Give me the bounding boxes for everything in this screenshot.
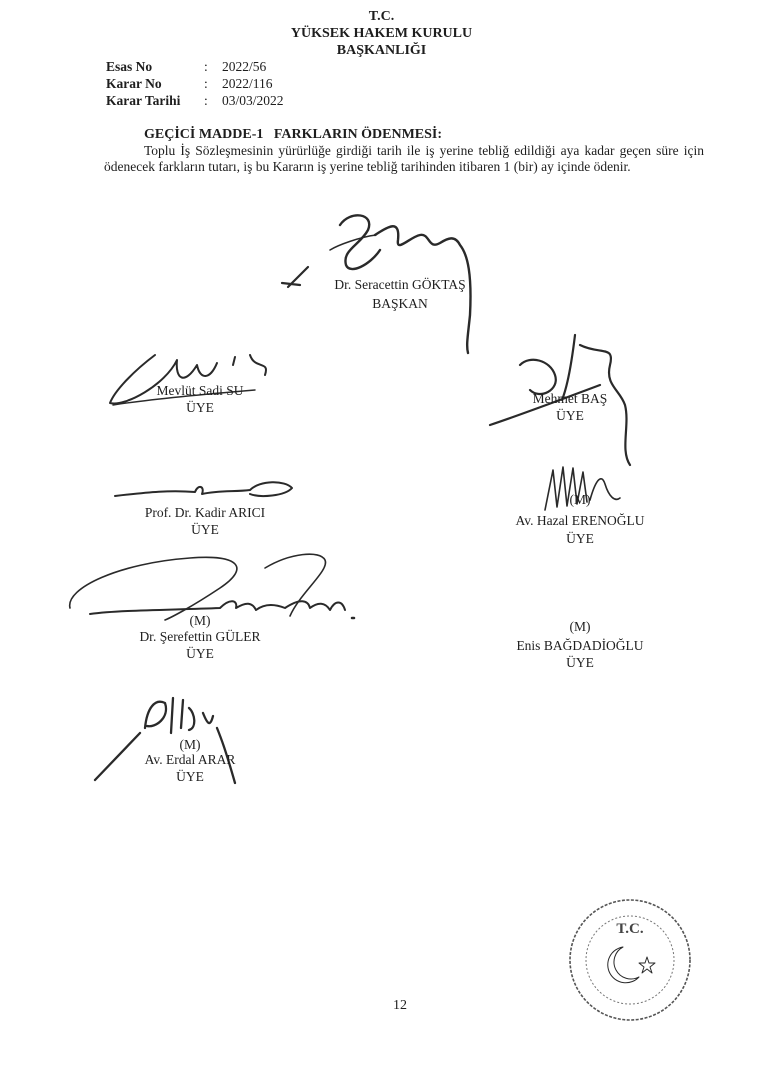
meta-row-esas	[106, 59, 366, 75]
signature-erenoglu	[535, 462, 625, 517]
role-bagdadioglu: ÜYE	[566, 655, 594, 670]
meta-value: 2022/56	[222, 59, 267, 74]
name-arar: Av. Erdal ARAR	[144, 752, 236, 767]
name-su: Mevlüt Sadi SU	[156, 383, 244, 398]
mark-bagdadioglu: (M)	[569, 619, 591, 634]
seal-top-text: T.C.	[616, 921, 644, 937]
role-guler: ÜYE	[186, 646, 214, 661]
meta-sep: :	[204, 76, 208, 91]
header-tc: T.C.	[368, 9, 395, 24]
name-bas: Mehmet BAŞ	[532, 391, 608, 406]
role-su: ÜYE	[186, 400, 214, 415]
case-meta	[106, 59, 366, 111]
meta-sep: :	[204, 93, 208, 108]
header-presidency: BAŞKANLIĞI	[336, 43, 427, 58]
meta-sep: :	[204, 59, 208, 74]
article-title: GEÇİCİ MADDE-1 FARKLARIN ÖDENMESİ:	[144, 127, 443, 142]
name-arici: Prof. Dr. Kadir ARICI	[144, 505, 266, 520]
meta-row-karar	[106, 76, 366, 92]
article-paragraph: Toplu İş Sözleşmesinin yürürlüğe girdiği tarih ile iş yerine tebliğ edildiği aya kadar geçen süre için ödenecek farkların tutarı, iş bu Kararın iş yerine tebliğ tarihinden itibaren 1 (bir) ay içinde ödenir.	[104, 143, 704, 174]
role-arar: ÜYE	[176, 769, 204, 784]
role-bas: ÜYE	[556, 408, 584, 423]
meta-key: Karar No	[106, 76, 162, 91]
mark-arar: (M)	[179, 737, 201, 752]
name-guler: Dr. Şerefettin GÜLER	[139, 629, 261, 644]
signature-arici	[110, 478, 300, 508]
name-bagdadioglu: Enis BAĞDADİOĞLU	[516, 638, 644, 653]
role-goktas: BAŞKAN	[372, 296, 428, 311]
meta-row-tarih	[106, 93, 366, 109]
mark-erenoglu: (M)	[569, 492, 591, 507]
meta-key: Esas No	[106, 59, 153, 74]
mark-guler: (M)	[189, 613, 211, 628]
role-erenoglu: ÜYE	[566, 531, 594, 546]
header-institution: YÜKSEK HAKEM KURULU	[290, 26, 473, 41]
meta-value: 03/03/2022	[222, 93, 284, 108]
name-erenoglu: Av. Hazal ERENOĞLU	[515, 513, 645, 528]
meta-key: Karar Tarihi	[106, 93, 181, 108]
page-number: 12	[393, 998, 407, 1013]
name-goktas: Dr. Seracettin GÖKTAŞ	[334, 277, 466, 292]
meta-value: 2022/116	[222, 76, 273, 91]
role-arici: ÜYE	[191, 522, 219, 537]
